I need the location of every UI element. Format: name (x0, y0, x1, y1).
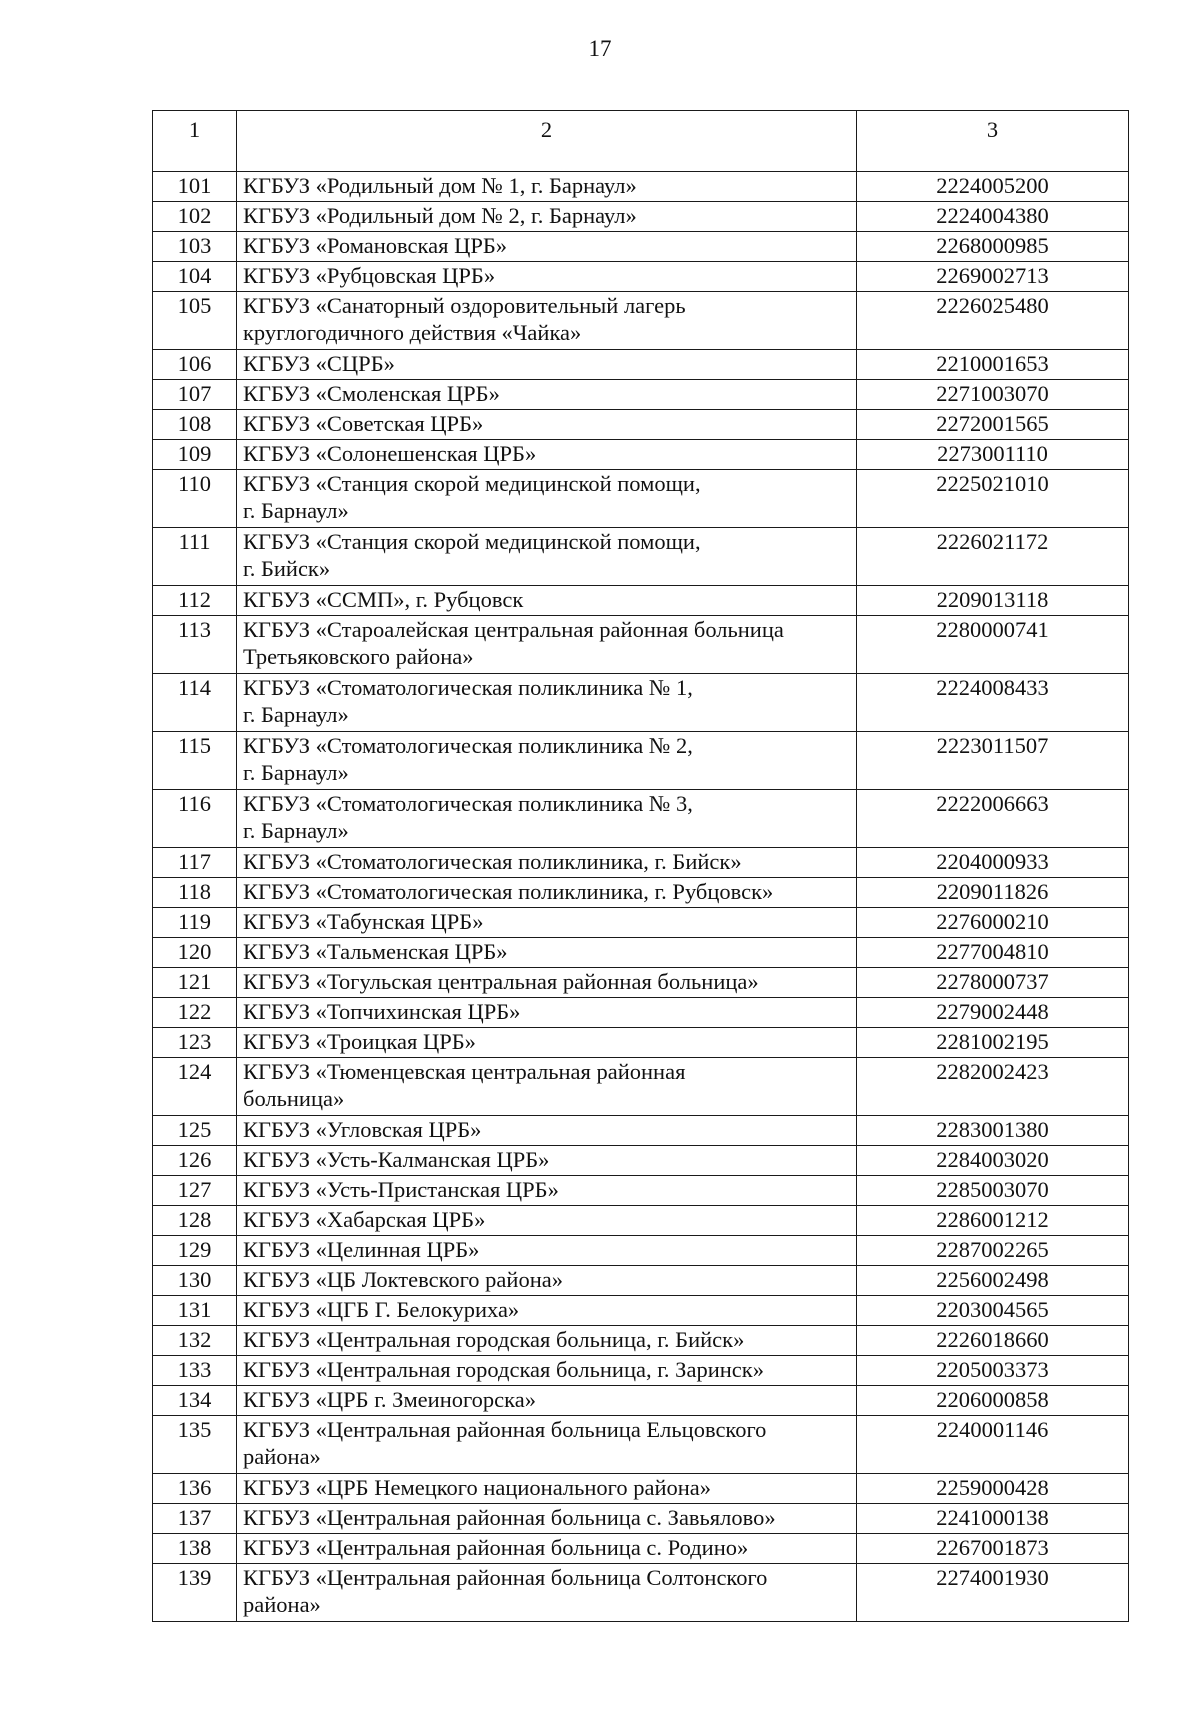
row-number: 116 (153, 790, 237, 848)
table-row (153, 202, 1129, 232)
inn-code: 2259000428 (857, 1474, 1129, 1504)
organization-name-line: КГБУЗ «Староалейская центральная районная больница (243, 617, 784, 642)
inn-code: 2256002498 (857, 1266, 1129, 1296)
inn-code: 2276000210 (857, 908, 1129, 938)
organization-name-line: КГБУЗ «Центральная районная больница с. Завьялово» (243, 1505, 776, 1530)
inn-code: 2281002195 (857, 1028, 1129, 1058)
inn-code: 2240001146 (857, 1416, 1129, 1474)
organization-name-line: КГБУЗ «Санаторный оздоровительный лагерь (243, 293, 686, 318)
organization-name (237, 616, 857, 674)
table-row (153, 878, 1129, 908)
inn-code: 2274001930 (857, 1564, 1129, 1622)
inn-code: 2226025480 (857, 292, 1129, 350)
organization-name-line: КГБУЗ «ЦГБ Г. Белокуриха» (243, 1297, 520, 1322)
row-number: 113 (153, 616, 237, 674)
inn-code: 2269002713 (857, 262, 1129, 292)
table-row (153, 1236, 1129, 1266)
table-row (153, 470, 1129, 528)
row-number: 123 (153, 1028, 237, 1058)
organization-name-line: КГБУЗ «Стоматологическая поликлиника, г. Рубцовск» (243, 879, 774, 904)
organization-name (237, 528, 857, 586)
organization-name-line: круглогодичного действия «Чайка» (243, 319, 582, 345)
inn-code: 2279002448 (857, 998, 1129, 1028)
inn-code: 2226021172 (857, 528, 1129, 586)
organization-name-line: г. Барнаул» (243, 497, 349, 523)
organization-name-line: КГБУЗ «Смоленская ЦРБ» (243, 381, 500, 406)
organization-name-line: КГБУЗ «Центральная городская больница, г. Бийск» (243, 1327, 745, 1352)
organization-name-line: КГБУЗ «Центральная городская больница, г. Заринск» (243, 1357, 764, 1382)
inn-code: 2280000741 (857, 616, 1129, 674)
organization-name (237, 1386, 857, 1416)
table-row (153, 1206, 1129, 1236)
table-row (153, 1474, 1129, 1504)
table-row (153, 350, 1129, 380)
row-number: 132 (153, 1326, 237, 1356)
organization-name-line: КГБУЗ «Центральная районная больница Ельцовского (243, 1417, 767, 1442)
inn-code: 2241000138 (857, 1504, 1129, 1534)
page-number: 17 (588, 36, 612, 61)
organization-name (237, 380, 857, 410)
row-number: 118 (153, 878, 237, 908)
organization-name-line: КГБУЗ «Стоматологическая поликлиника, г. Бийск» (243, 849, 742, 874)
table-row (153, 790, 1129, 848)
organization-name-line: больница» (243, 1085, 345, 1111)
table-row (153, 1326, 1129, 1356)
organization-name (237, 998, 857, 1028)
row-number: 110 (153, 470, 237, 528)
table-row (153, 1028, 1129, 1058)
organization-name-line: г. Барнаул» (243, 759, 349, 785)
inn-code: 2222006663 (857, 790, 1129, 848)
table-row (153, 262, 1129, 292)
organization-name (237, 1474, 857, 1504)
organization-name-line: КГБУЗ «Стоматологическая поликлиника № 2, (243, 733, 693, 758)
row-number: 105 (153, 292, 237, 350)
table-row (153, 674, 1129, 732)
organization-name (237, 878, 857, 908)
row-number: 126 (153, 1146, 237, 1176)
table-row (153, 1534, 1129, 1564)
inn-code: 2285003070 (857, 1176, 1129, 1206)
organization-name (237, 1028, 857, 1058)
row-number: 133 (153, 1356, 237, 1386)
row-number: 137 (153, 1504, 237, 1534)
organization-name (237, 232, 857, 262)
organization-name-line: КГБУЗ «Усть-Пристанская ЦРБ» (243, 1177, 559, 1202)
organization-name (237, 968, 857, 998)
organization-name-line: района» (243, 1443, 321, 1469)
row-number: 127 (153, 1176, 237, 1206)
organization-name-line: КГБУЗ «Стоматологическая поликлиника № 1, (243, 675, 693, 700)
row-number: 125 (153, 1116, 237, 1146)
organization-name-line: КГБУЗ «Угловская ЦРБ» (243, 1117, 482, 1142)
row-number: 111 (153, 528, 237, 586)
inn-code: 2223011507 (857, 732, 1129, 790)
organization-name-line: КГБУЗ «Троицкая ЦРБ» (243, 1029, 476, 1054)
organization-name (237, 1296, 857, 1326)
organizations-table (152, 110, 1129, 1622)
inn-code: 2224005200 (857, 172, 1129, 202)
row-number: 112 (153, 586, 237, 616)
inn-code: 2225021010 (857, 470, 1129, 528)
organization-name-line: КГБУЗ «Тогульская центральная районная больница» (243, 969, 759, 994)
table-row (153, 380, 1129, 410)
inn-code: 2278000737 (857, 968, 1129, 998)
organization-name-line: КГБУЗ «Тальменская ЦРБ» (243, 939, 508, 964)
organization-name (237, 1534, 857, 1564)
row-number: 104 (153, 262, 237, 292)
row-number: 103 (153, 232, 237, 262)
row-number: 128 (153, 1206, 237, 1236)
inn-code: 2224008433 (857, 674, 1129, 732)
row-number: 109 (153, 440, 237, 470)
organization-name (237, 1266, 857, 1296)
table-row (153, 292, 1129, 350)
row-number: 135 (153, 1416, 237, 1474)
inn-code: 2206000858 (857, 1386, 1129, 1416)
organization-name-line: КГБУЗ «Родильный дом № 1, г. Барнаул» (243, 173, 637, 198)
inn-code: 2272001565 (857, 410, 1129, 440)
table-row (153, 1058, 1129, 1116)
organization-name-line: КГБУЗ «Советская ЦРБ» (243, 411, 484, 436)
row-number: 130 (153, 1266, 237, 1296)
organization-name (237, 1416, 857, 1474)
row-number: 139 (153, 1564, 237, 1622)
table-row (153, 908, 1129, 938)
table-row (153, 1296, 1129, 1326)
organization-name-line: КГБУЗ «Солонешенская ЦРБ» (243, 441, 537, 466)
organization-name (237, 262, 857, 292)
organization-name-line: г. Барнаул» (243, 817, 349, 843)
inn-code: 2286001212 (857, 1206, 1129, 1236)
table-row (153, 968, 1129, 998)
table-row (153, 1176, 1129, 1206)
row-number: 119 (153, 908, 237, 938)
organization-name (237, 790, 857, 848)
table-row (153, 1356, 1129, 1386)
column-header-2: 2 (237, 111, 857, 172)
organization-name-line: КГБУЗ «ЦРБ г. Змеиногорска» (243, 1387, 536, 1412)
table-row (153, 848, 1129, 878)
organization-name (237, 1236, 857, 1266)
inn-code: 2210001653 (857, 350, 1129, 380)
organization-name-line: КГБУЗ «Станция скорой медицинской помощи, (243, 471, 701, 496)
organization-name (237, 1116, 857, 1146)
row-number: 117 (153, 848, 237, 878)
table-row (153, 1386, 1129, 1416)
inn-code: 2284003020 (857, 1146, 1129, 1176)
inn-code: 2205003373 (857, 1356, 1129, 1386)
table-row (153, 586, 1129, 616)
table-row (153, 998, 1129, 1028)
organization-name (237, 172, 857, 202)
organization-name-line: района» (243, 1591, 321, 1617)
organization-name (237, 1058, 857, 1116)
organization-name (237, 908, 857, 938)
organization-name (237, 848, 857, 878)
organization-name (237, 202, 857, 232)
organization-name-line: г. Бийск» (243, 555, 331, 581)
organization-name-line: КГБУЗ «Целинная ЦРБ» (243, 1237, 480, 1262)
inn-code: 2209013118 (857, 586, 1129, 616)
table-row (153, 1504, 1129, 1534)
row-number: 129 (153, 1236, 237, 1266)
inn-code: 2271003070 (857, 380, 1129, 410)
table-row (153, 528, 1129, 586)
table-row (153, 1116, 1129, 1146)
organization-name-line: КГБУЗ «Тюменцевская центральная районная (243, 1059, 686, 1084)
organization-name-line: КГБУЗ «ЦРБ Немецкого национального района» (243, 1475, 712, 1500)
column-header-3: 3 (857, 111, 1129, 172)
row-number: 121 (153, 968, 237, 998)
organization-name-line: КГБУЗ «Центральная районная больница Солтонского (243, 1565, 768, 1590)
row-number: 131 (153, 1296, 237, 1326)
inn-code: 2277004810 (857, 938, 1129, 968)
organization-name-line: КГБУЗ «Рубцовская ЦРБ» (243, 263, 496, 288)
row-number: 136 (153, 1474, 237, 1504)
column-header-1: 1 (153, 111, 237, 172)
row-number: 120 (153, 938, 237, 968)
row-number: 122 (153, 998, 237, 1028)
organization-name (237, 1146, 857, 1176)
table-row (153, 1564, 1129, 1622)
inn-code: 2204000933 (857, 848, 1129, 878)
organization-name (237, 470, 857, 528)
organization-name (237, 1206, 857, 1236)
row-number: 101 (153, 172, 237, 202)
organization-name-line: КГБУЗ «Хабарская ЦРБ» (243, 1207, 486, 1232)
inn-code: 2224004380 (857, 202, 1129, 232)
row-number: 124 (153, 1058, 237, 1116)
table-row (153, 616, 1129, 674)
organization-name-line: КГБУЗ «Топчихинская ЦРБ» (243, 999, 521, 1024)
organization-name-line: КГБУЗ «Станция скорой медицинской помощи, (243, 529, 701, 554)
inn-code: 2273001110 (857, 440, 1129, 470)
row-number: 108 (153, 410, 237, 440)
organization-name-line: КГБУЗ «СЦРБ» (243, 351, 395, 376)
organization-name (237, 1504, 857, 1534)
table-row (153, 410, 1129, 440)
organization-name (237, 1326, 857, 1356)
organization-name-line: Третьяковского района» (243, 643, 474, 669)
organization-name (237, 410, 857, 440)
organization-name (237, 1356, 857, 1386)
organization-name-line: КГБУЗ «Усть-Калманская ЦРБ» (243, 1147, 550, 1172)
table-row (153, 732, 1129, 790)
table-row (153, 1146, 1129, 1176)
organization-name (237, 292, 857, 350)
row-number: 102 (153, 202, 237, 232)
table-row (153, 440, 1129, 470)
organization-name (237, 350, 857, 380)
inn-code: 2209011826 (857, 878, 1129, 908)
table-header-row (153, 111, 1129, 172)
inn-code: 2226018660 (857, 1326, 1129, 1356)
organization-name-line: КГБУЗ «Романовская ЦРБ» (243, 233, 508, 258)
row-number: 134 (153, 1386, 237, 1416)
organization-name (237, 938, 857, 968)
organization-name (237, 440, 857, 470)
organization-name-line: г. Барнаул» (243, 701, 349, 727)
table-row (153, 1266, 1129, 1296)
inn-code: 2267001873 (857, 1534, 1129, 1564)
organization-name (237, 732, 857, 790)
inn-code: 2203004565 (857, 1296, 1129, 1326)
organization-name (237, 674, 857, 732)
organization-name (237, 1176, 857, 1206)
table-row (153, 172, 1129, 202)
organization-name (237, 1564, 857, 1622)
organization-name-line: КГБУЗ «Стоматологическая поликлиника № 3, (243, 791, 693, 816)
organization-name-line: КГБУЗ «Родильный дом № 2, г. Барнаул» (243, 203, 637, 228)
inn-code: 2282002423 (857, 1058, 1129, 1116)
inn-code: 2283001380 (857, 1116, 1129, 1146)
row-number: 106 (153, 350, 237, 380)
organization-name (237, 586, 857, 616)
table-row (153, 1416, 1129, 1474)
table-row (153, 938, 1129, 968)
organization-name-line: КГБУЗ «ЦБ Локтевского района» (243, 1267, 563, 1292)
inn-code: 2268000985 (857, 232, 1129, 262)
organization-name-line: КГБУЗ «Табунская ЦРБ» (243, 909, 484, 934)
row-number: 114 (153, 674, 237, 732)
organization-name-line: КГБУЗ «ССМП», г. Рубцовск (243, 587, 524, 612)
organization-name-line: КГБУЗ «Центральная районная больница с. Родино» (243, 1535, 749, 1560)
table-row (153, 232, 1129, 262)
row-number: 107 (153, 380, 237, 410)
row-number: 138 (153, 1534, 237, 1564)
row-number: 115 (153, 732, 237, 790)
inn-code: 2287002265 (857, 1236, 1129, 1266)
